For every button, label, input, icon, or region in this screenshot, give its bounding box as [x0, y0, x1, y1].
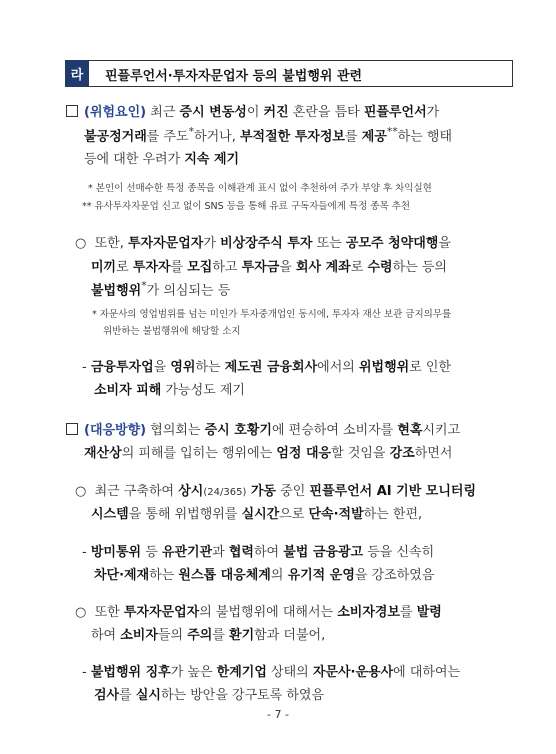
response-sub1-line-2: 시스템을 통해 위법행위를 실시간으로 단속·적발하는 한편, — [91, 507, 423, 522]
risk-footnote-2: ** 유사투자자문업 신고 없이 SNS 등을 통해 유료 구독자들에게 특정 종목 추천 — [82, 201, 411, 212]
response-sub1-line-1: ○ 최근 구축하여 상시(24/365) 가동 중인 핀플루언서 AI 기반 모니터링 — [75, 484, 477, 499]
risk-paragraph-line-3: 등에 대한 우려가 지속 제기 — [84, 152, 240, 167]
risk-sub-bullet-line-1: ○ 또한, 투자자문업자가 비상장주식 투자 또는 공모주 청약대행을 — [75, 236, 451, 251]
response-sub4-line-2: 검사를 실시하는 방안을 강구토록 하였음 — [94, 688, 325, 703]
response-sub3-line-1: ○ 또한 투자자문업자의 불법행위에 대해서는 소비자경보를 발령 — [75, 605, 442, 620]
response-sub2-line-2: 차단·제재하는 원스톱 대응체계의 유기적 운영을 강조하였음 — [94, 568, 435, 583]
response-sub3-line-2: 하여 소비자들의 주의를 환기함과 더불어, — [91, 628, 326, 643]
circle-bullet-icon: ○ — [75, 605, 87, 620]
response-tag: (대응방향) — [84, 423, 147, 438]
risk-sub-bullet-line-3: 불법행위*가 의심되는 등 — [91, 279, 231, 299]
risk-sub-bullet-line-2: 미끼로 투자자를 모집하고 투자금을 회사 계좌로 수령하는 등의 — [91, 260, 447, 275]
section-badge: 라 — [65, 60, 89, 87]
section-title: 핀플루언서·투자자문업자 등의 불법행위 관련 — [105, 69, 363, 84]
risk-footnote-1: * 본인이 선매수한 특정 종목을 이해관계 표시 없이 추천하여 주가 부양 후 차익실현 — [88, 183, 432, 194]
checkbox-square-icon — [66, 423, 78, 435]
response-sub2-line-1: - 방미통위 등 유관기관과 협력하여 불법 금융광고 등을 신속히 — [82, 545, 435, 560]
page-number: - 7 - — [267, 708, 289, 721]
response-sub4-line-1: - 불법행위 징후가 높은 한계기업 상태의 자문사·운용사에 대하여는 — [82, 665, 461, 680]
circle-bullet-icon: ○ — [75, 236, 87, 251]
risk-paragraph-line-1: (위험요인) 최근 증시 변동성이 커진 혼란을 틈타 핀플루언서가 — [66, 101, 439, 120]
risk-paragraph-line-2: 불공정거래를 주도*하거나, 부적절한 투자정보를 제공**하는 행태 — [84, 125, 453, 145]
risk-dash-line-2: 소비자 피해 가능성도 제기 — [94, 383, 245, 398]
circle-bullet-icon: ○ — [75, 484, 87, 499]
response-paragraph-line-1: (대응방향) 협의회는 증시 호황기에 편승하여 소비자를 현혹시키고 — [66, 419, 460, 438]
response-paragraph-line-2: 재산상의 피해를 입히는 행위에는 엄정 대응할 것임을 강조하면서 — [84, 446, 453, 461]
risk-sub-footnote-1: * 자문사의 영업범위를 넘는 미인가 투자중개업인 동시에, 투자자 재산 보관 금지의무를 — [92, 309, 452, 320]
risk-sub-footnote-2: 위반하는 불법행위에 해당할 소지 — [103, 326, 241, 337]
risk-dash-line-1: - 금융투자업을 영위하는 제도권 금융회사에서의 위법행위로 인한 — [82, 360, 452, 375]
dash-bullet-icon: - — [82, 545, 87, 560]
dash-bullet-icon: - — [82, 665, 87, 680]
risk-tag: (위험요인) — [84, 105, 147, 120]
checkbox-square-icon — [66, 105, 78, 117]
dash-bullet-icon: - — [82, 360, 87, 375]
